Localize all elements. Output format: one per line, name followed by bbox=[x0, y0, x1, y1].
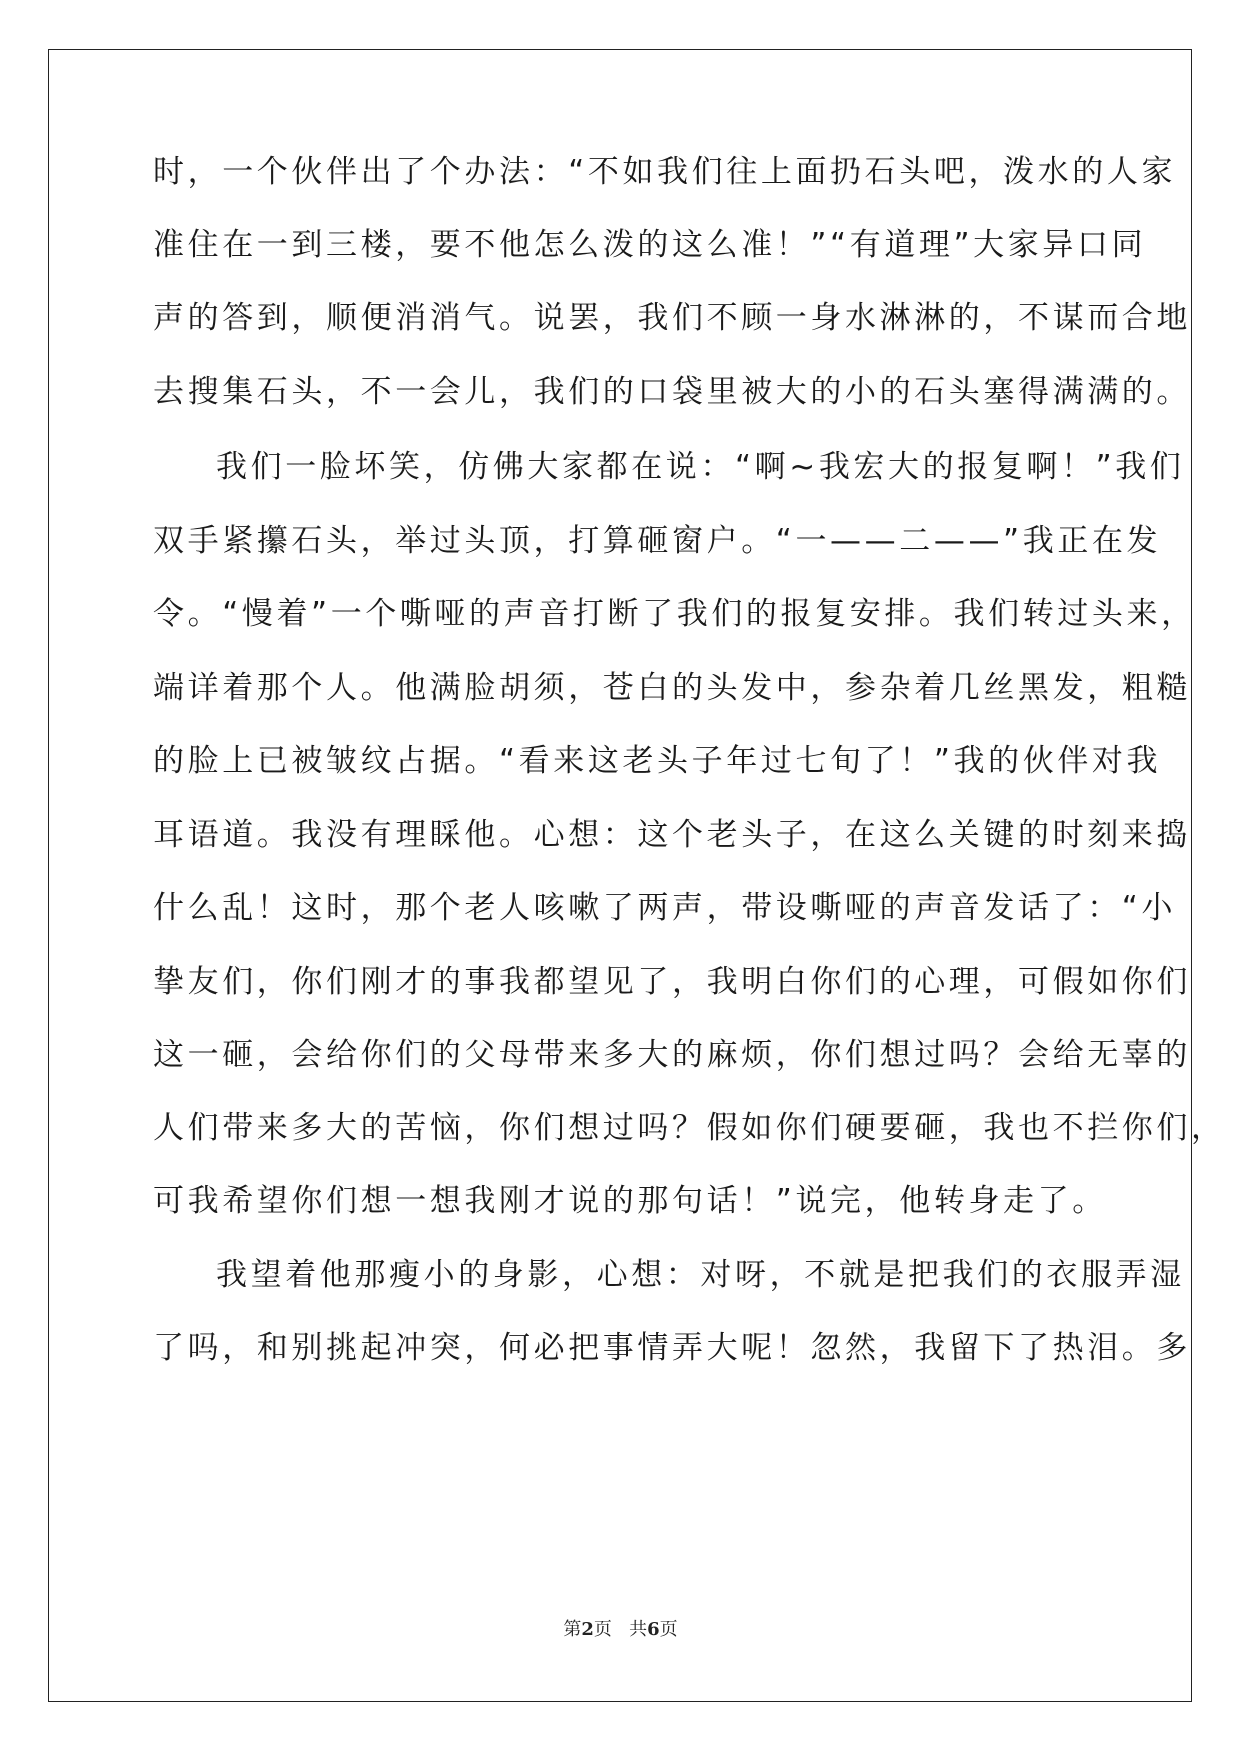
page-footer bbox=[0, 1615, 1241, 1641]
paragraph-line: 准住在一到三楼，要不他怎么泼的这么准！”“有道理”大家异口同 bbox=[153, 227, 1147, 263]
paragraph-line: 时，一个伙伴出了个办法：“不如我们往上面扔石头吧，泼水的人家 bbox=[153, 154, 1177, 190]
paragraph-line: 挚友们，你们刚才的事我都望见了，我明白你们的心理，可假如你们 bbox=[153, 964, 1191, 1000]
page-label-prefix: 第 bbox=[563, 1619, 582, 1640]
page-label-suffix: 页 bbox=[593, 1619, 612, 1640]
paragraph-line: 这一砸，会给你们的父母带来多大的麻烦，你们想过吗？会给无辜的 bbox=[153, 1037, 1191, 1073]
paragraph-line: 的脸上已被皱纹占据。“看来这老头子年过七旬了！”我的伙伴对我 bbox=[153, 743, 1162, 779]
paragraph-line: 我们一脸坏笑，仿佛大家都在说：“啊~我宏大的报复啊！”我们 bbox=[216, 449, 1185, 485]
page-border bbox=[48, 49, 1226, 1702]
paragraph-line: 我望着他那瘦小的身影，心想：对呀，不就是把我们的衣服弄湿 bbox=[216, 1257, 1185, 1293]
paragraph-line: 什么乱！这时，那个老人咳嗽了两声，带设嘶哑的声音发话了：“小 bbox=[153, 890, 1177, 926]
paragraph-line: 声的答到，顺便消消气。说罢，我们不顾一身水淋淋的，不谋而合地 bbox=[153, 300, 1191, 336]
paragraph-line: 耳语道。我没有理睬他。心想：这个老头子，在这么关键的时刻来捣 bbox=[153, 817, 1191, 853]
paragraph-line: 去搜集石头，不一会儿，我们的口袋里被大的小的石头塞得满满的。 bbox=[153, 374, 1191, 410]
total-label-suffix: 页 bbox=[659, 1619, 678, 1640]
paragraph-line: 人们带来多大的苦恼，你们想过吗？假如你们硬要砸，我也不拦你们， bbox=[153, 1110, 1226, 1146]
total-pages: 6 bbox=[647, 1619, 660, 1640]
paragraph-line: 端详着那个人。他满脸胡须，苍白的头发中，参杂着几丝黑发，粗糙 bbox=[153, 670, 1191, 706]
paragraph-line: 可我希望你们想一想我刚才说的那句话！”说完，他转身走了。 bbox=[153, 1183, 1107, 1219]
page-number: 2 bbox=[581, 1619, 594, 1640]
total-label-prefix: 共 bbox=[629, 1619, 648, 1640]
paragraph-line: 双手紧攥石头，举过头顶，打算砸窗户。“一——二——”我正在发 bbox=[153, 523, 1162, 559]
paragraph-line: 了吗，和别挑起冲突，何必把事情弄大呢！忽然，我留下了热泪。多 bbox=[153, 1330, 1191, 1366]
paragraph-line: 令。“慢着”一个嘶哑的声音打断了我们的报复安排。我们转过头来， bbox=[153, 596, 1196, 632]
